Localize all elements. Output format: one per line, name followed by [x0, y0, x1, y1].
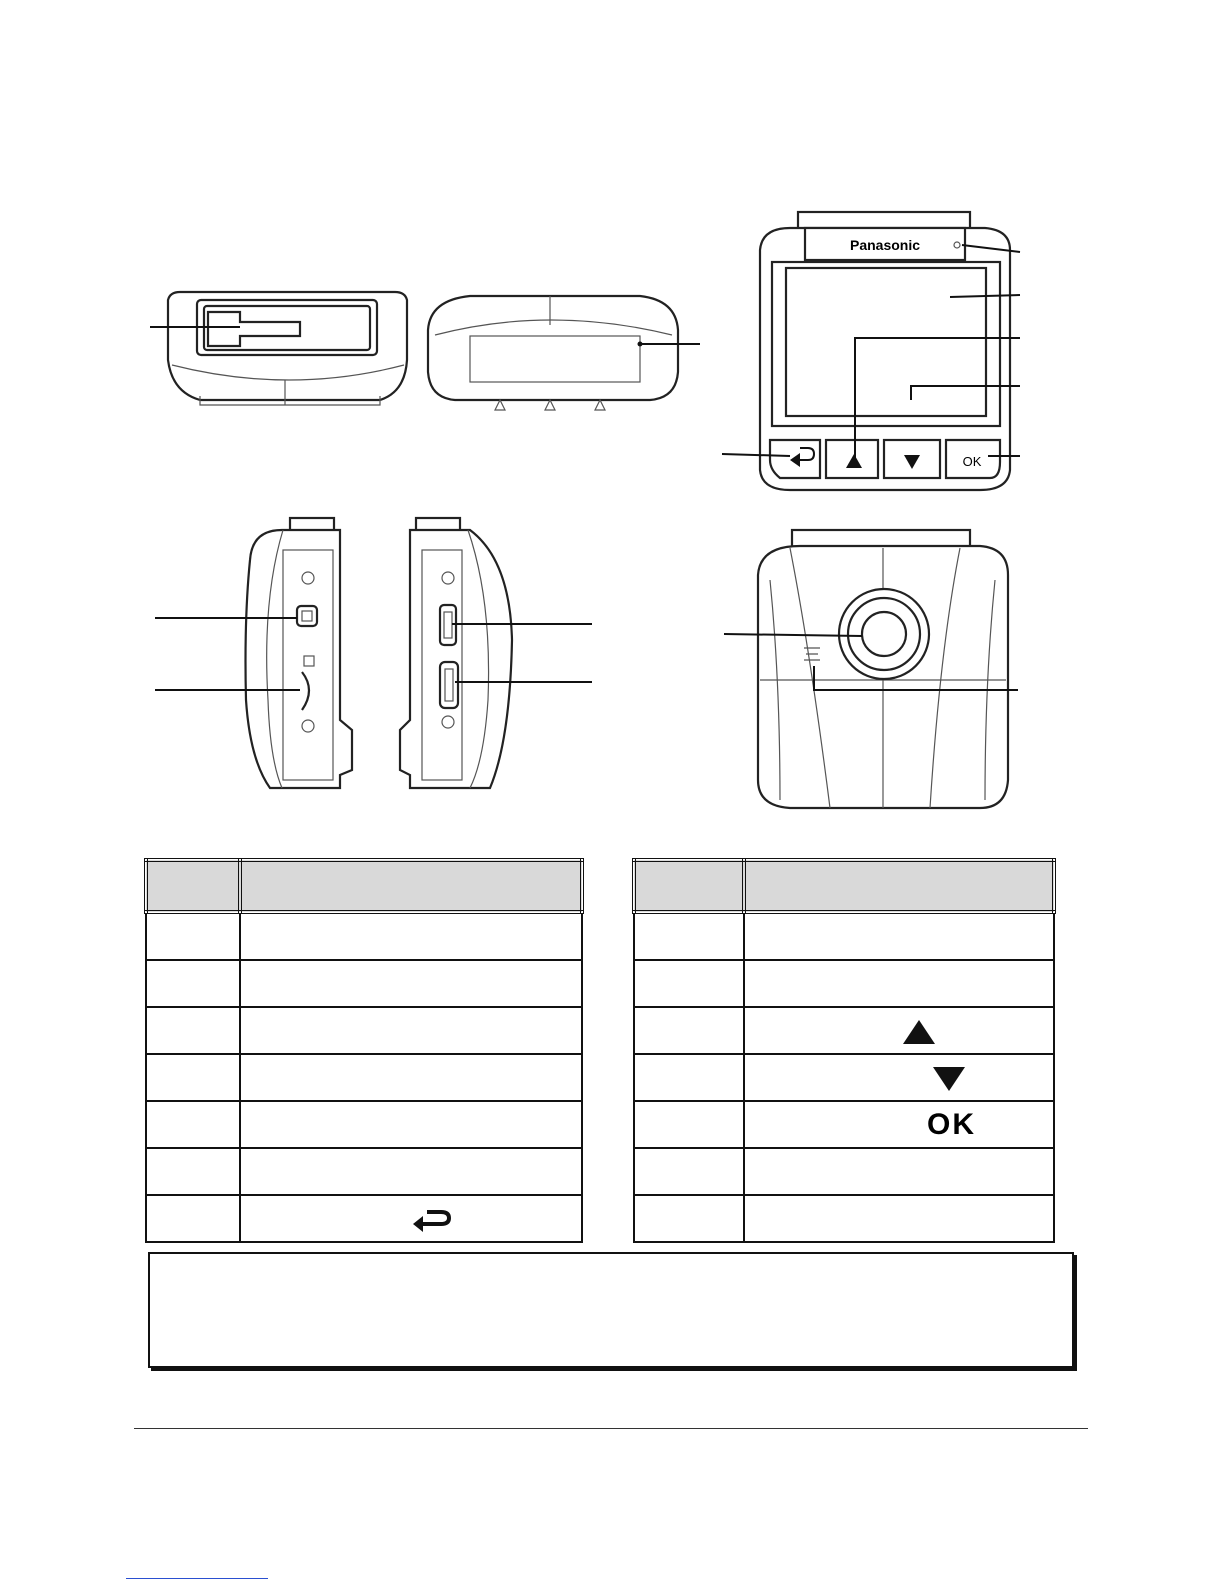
table-row	[634, 912, 1054, 960]
table-header-row	[634, 860, 1054, 912]
ok-text-icon: OK	[927, 1107, 976, 1141]
table-cell	[146, 1007, 240, 1054]
table-row	[146, 1148, 582, 1195]
table-header-row	[146, 860, 582, 912]
table-row	[634, 1195, 1054, 1242]
device-left-side-view	[155, 518, 352, 788]
table-cell	[634, 1007, 744, 1054]
down-triangle-icon	[933, 1067, 965, 1091]
brand-logo: Panasonic	[849, 237, 921, 253]
table-row	[146, 1195, 582, 1242]
table-cell	[634, 1195, 744, 1242]
table-cell	[146, 960, 240, 1007]
table-cell	[634, 912, 744, 960]
device-front-view	[724, 530, 1018, 808]
table-cell	[744, 912, 1054, 960]
header-cell-item	[744, 860, 1054, 912]
footer-link-underline[interactable]	[126, 1578, 268, 1579]
table-cell	[240, 1054, 582, 1101]
table-cell	[744, 1054, 1054, 1101]
table-cell	[146, 1101, 240, 1148]
table-cell	[744, 1007, 1054, 1054]
table-row	[634, 960, 1054, 1007]
table-cell	[744, 1101, 1054, 1148]
table-cell	[240, 960, 582, 1007]
table-cell	[744, 1195, 1054, 1242]
table-cell	[634, 1054, 744, 1101]
table-cell	[146, 1148, 240, 1195]
header-cell-number	[146, 860, 240, 912]
table-row	[146, 960, 582, 1007]
header-cell-item	[240, 860, 582, 912]
table-row	[146, 1007, 582, 1054]
return-arrow-icon	[411, 1208, 453, 1232]
table-row	[634, 1101, 1054, 1148]
parts-table-left	[144, 858, 584, 1243]
table-cell	[634, 1148, 744, 1195]
table-cell	[240, 912, 582, 960]
table-cell	[240, 1007, 582, 1054]
note-box	[148, 1252, 1074, 1368]
table-row	[634, 1054, 1054, 1101]
parts-table-right	[632, 858, 1056, 1243]
table-row	[146, 1054, 582, 1101]
device-bottom-view	[428, 296, 700, 410]
ok-button-label: OK	[962, 454, 982, 469]
table-cell	[634, 1101, 744, 1148]
table-cell	[634, 960, 744, 1007]
device-rear-view	[722, 212, 1020, 490]
header-cell-number	[634, 860, 744, 912]
table-row	[146, 1101, 582, 1148]
table-cell	[146, 912, 240, 960]
table-cell	[240, 1195, 582, 1242]
device-right-side-view	[400, 518, 592, 788]
table-cell	[744, 1148, 1054, 1195]
table-row	[634, 1007, 1054, 1054]
table-row	[634, 1148, 1054, 1195]
device-top-view	[150, 292, 407, 405]
table-row	[146, 912, 582, 960]
up-triangle-icon	[903, 1020, 935, 1044]
footer-rule	[134, 1428, 1088, 1429]
table-cell	[146, 1054, 240, 1101]
table-cell	[240, 1148, 582, 1195]
table-cell	[240, 1101, 582, 1148]
table-cell	[744, 960, 1054, 1007]
table-cell	[146, 1195, 240, 1242]
